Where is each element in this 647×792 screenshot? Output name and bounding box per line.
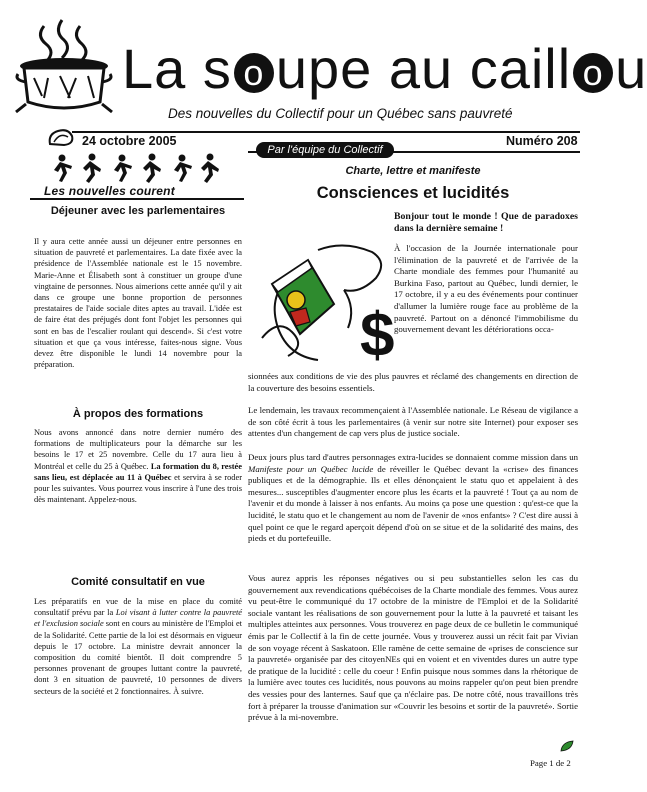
article-body: sionnées aux conditions de vie des plus pauvres et réclamé des changements en direction de la couverture des besoins essentiels. [248, 371, 578, 393]
article-body [248, 452, 578, 545]
title-stone-letter: o [573, 53, 613, 93]
news-section-label: Les nouvelles courent [44, 184, 175, 198]
title-part: u [615, 37, 647, 100]
issue-number: Numéro 208 [506, 134, 578, 148]
body-text: de réveiller le Québec devant la «crise» des finances publiques et de la démographie. Ils et elles dénonçaient le statu quo et appelaient à des mesures... susceptibles d'augmenter encore plus les écarts et la pauvreté ! Tout ça au nom de l'avenir et du monde à laisser à nos enfants. Au moins ça pose une question : qu'est-ce que la lucidité, le statu quo et le changement au nom de l'avenir de «nos enfants» ? C'est dire aussi à quel point ce que le regard aperçoit dépend d'où on se situe et de la solidarité des mains, des pieds et du portefeuille. [248, 463, 579, 544]
title-part: upe au caill [275, 37, 572, 100]
article-heading: Déjeuner avec les parlementaires [50, 205, 226, 217]
soup-pot-logo [14, 18, 114, 113]
byline-badge: Par l'équipe du Collectif [256, 142, 394, 158]
lucidity-illustration [248, 238, 395, 370]
article-body [34, 427, 242, 505]
article-heading: Comité consultatif en vue [71, 576, 205, 588]
body-text: Deux jours plus tard d'autres personnages extra-lucides se donnaient comme mission dans un [248, 452, 578, 462]
body-text: et servira à se roder pour les suivantes. Vous pourrez vous inscrire à l'une des trois dès maintenant. Appelez-nous. [34, 472, 242, 505]
masthead-rule [72, 131, 580, 133]
newsletter-title [122, 34, 647, 104]
article-body: Le lendemain, les travaux recommençaient à l'Assemblée nationale. Le Réseau de vigilance a de son côté écrit à tous les parlementaires (à venir sur notre site Internet) pour exposer ses attentes d'un changement de cap vers plus de justice sociale. [248, 405, 578, 439]
newsletter-subtitle: Des nouvelles du Collectif pour un Québec sans pauvreté [168, 106, 513, 121]
body-text: Les préparatifs en vue de la mise en place du comité consultatif prévu par la [34, 597, 242, 618]
title-part: La s [122, 37, 232, 100]
article-kicker: Charte, lettre et manifeste [345, 165, 481, 177]
svg-text:$: $ [360, 301, 395, 370]
left-section-rule [30, 198, 244, 200]
title-stone-letter: o [234, 53, 274, 93]
article-body: Il y aura cette année aussi un déjeuner entre personnes en situation de pauvreté et parlementaires. La date fixée avec la présidence de l'Assemblée nationale est le 15 novembre. Marie-Anne et Élisabeth sont à constituer un groupe d'une vingtaine de personnes. Nous aimerions cette année qu'il y ait dans ce groupe une bonne proportion de personnes prestataires de l'aide sociale dites aptes au travail. L'idée est de faire état des préjugés dont font l'objet les personnes qui sont en bas de l'escalier roulant qui descend». Si c'est votre situation et que ça vous intéresse, faites-nous signe. Vous devez être disponible le lundi 14 novembre pour la préparation. [34, 237, 242, 370]
body-bold-text: La formation du 8, restée sans lieu, est déplacée au 11 à Québec [34, 461, 242, 482]
issue-date: 24 octobre 2005 [82, 134, 177, 148]
article-lede: Bonjour tout le monde ! Que de paradoxes dans la dernière semaine ! [394, 211, 578, 235]
article-headline: Consciences et lucidités [316, 184, 510, 202]
page-number: Page 1 de 2 [530, 758, 571, 768]
body-text: sont en cours au ministère de l'Emploi et de la Solidarité. Cette partie de la loi est désormais en vigueur depuis le 17 octobre. La ministre devrait annoncer la composition du comité bientôt. Il doit comprendre 5 personnes provenant de groupes luttant contre la pauvreté, dont 3 en situation de pauvreté, 10 personnes de divers secteurs de la société et 2 fonctionnaires. À suivre. [34, 619, 242, 696]
body-italic-text: Manifeste pour un Québec lucide [248, 463, 374, 474]
body-italic-text: Loi visant à lutter contre la pauvreté et l'exclusion sociale [34, 608, 242, 629]
article-body: Vous aurez appris les réponses négatives ou si peu substantielles selon les cas du gouvernement aux revendications québécoises de la Charte mondiale des femmes. Vous aurez vu peut-être le communiqué du 17 octobre de la ministre de l'Emploi et de la Solidarité sociale vantant les réalisations de son gouvernement pour la lutte à la pauvreté et taisant les multiples atteintes aux personnes. Vous trouverez en page deux de ce bulletin le communiqué émis par le Collectif à la fin de cette journée. Vous y trouverez aussi un récit fait par Vivian de son voyage récent à Saskatoon. Elle ramène de cette semaine de «prises de conscience sur la pauvreté» organisée par des citoyenNEs qui en voient et en viventdes dures un autre type de pratique de la lucidité : celle du coeur ! Enfin puisque nous sommes dans la rhétorique de la lumière avec toutes ces lucidités, nous pouvons au moins rappeler qu'on peut bien prendre des vessies pour des lanternes. Sauf que ça n'éclaire pas. De notre côté, nous travaillons très fort à préparer la trousse d'animation sur «Couvrir les besoins et sortir de la pauvreté». Sortie prévue à la mi-novembre. [248, 573, 578, 723]
article-body [34, 596, 242, 697]
article-heading: À propos des formations [72, 408, 204, 420]
article-body: À l'occasion de la Journée internationale pour l'élimination de la pauvreté et de l'arrivée de la Charte mondiale des femmes pour l'humanité au Burkina Faso, partout au Québec, lundi dernier, le 17 octobre, il y a eu des événements pour continuer d'allumer la lumière rouge face au problème de la pauvreté. Partout on a dénoncé l'immobilisme du gouvernement devant les détériorations occa- [394, 243, 578, 335]
body-text: Nous avons annoncé dans notre dernier numéro des formations de multiplicateurs pour la démarche sur les besoins le 17 et 25 novembre. Celle du 17 aura lieu à Montréal et celle du 25 à Québec. [34, 428, 242, 471]
stone-icon [48, 128, 74, 146]
leaf-icon [560, 740, 574, 752]
